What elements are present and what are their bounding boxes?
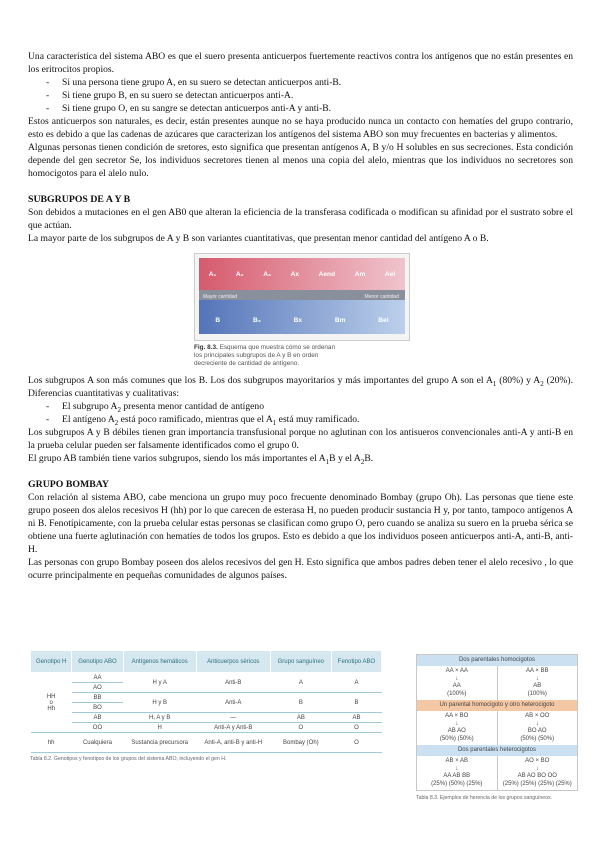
subgroup-label: Aend bbox=[318, 271, 336, 278]
differences-list bbox=[28, 400, 573, 426]
table-cell: AO bbox=[72, 683, 123, 693]
subgroups-paragraph-2: La mayor parte de los subgrupos de A y B son variantes cuantitativas, que presentan menor cantidad del antígeno A o B. bbox=[28, 233, 489, 244]
cross-cell: AA × AA ↓ AA (100%) bbox=[445, 668, 468, 697]
table-caption: Tabla 8.3. Ejemplos de herencia de los grupos sanguíneos. bbox=[416, 795, 553, 801]
table-cell: Anti-B bbox=[196, 673, 270, 693]
figure-caption-text: Esquema que muestra cómo se ordenan los principales subgrupos de A y B en orden decreciente de cantidad de antígeno. bbox=[194, 344, 336, 367]
subgroup-label: Ax bbox=[290, 271, 300, 278]
table-caption: Tabla 8.2. Genotipos y fenotipos de los grupos del sistema ABO, incluyendo el gen H. bbox=[30, 756, 227, 762]
table-cell: O bbox=[270, 723, 331, 733]
table-cell: B bbox=[331, 693, 381, 713]
document-body bbox=[28, 50, 573, 582]
section-row bbox=[417, 756, 577, 790]
table-cell: H y B bbox=[123, 693, 196, 713]
cross-cell: AA × BO ↓ AB AO (50%) (50%) bbox=[439, 713, 474, 742]
table-cell: Sustancia precursora bbox=[123, 733, 196, 753]
section-header: Dos parentales heterocigotos bbox=[417, 745, 577, 756]
table-cell: — bbox=[196, 713, 270, 723]
table-cell: H y A bbox=[123, 673, 196, 693]
table-header-row bbox=[31, 651, 382, 673]
table-cell: H, A y B bbox=[123, 713, 196, 723]
bombay-heading: GRUPO BOMBAY bbox=[28, 479, 110, 490]
less-quantity-label: Menor cantidad bbox=[364, 294, 399, 300]
list-item: - Si tiene grupo B, en su suero se detectan anticuerpos anti-A. bbox=[46, 89, 573, 102]
b-subgroup-labels bbox=[199, 314, 405, 327]
subgroup-label: A₃ bbox=[263, 271, 271, 278]
section-header: Dos parentales homocigotos bbox=[417, 655, 577, 666]
subgroups-paragraph-4: Los subgrupos A y B débiles tienen gran importancia transfusional porque no aglutinan con los antisueros convencionales anti-A y anti-B en la prueba celular pueden ser falsamente identificados como el grupo 0. bbox=[28, 427, 573, 451]
bombay-paragraph-1: Con relación al sistema ABO, cabe menciona un grupo muy poco frecuente denominado Bombay (grupo Oh). Las personas que tiene este grupo poseen dos alelos recesivos H (hh) por lo que carecen de esterasa H, no pueden producir sustancia H y, por tanto, tampoco antígenos A ni B. Fenotípicamente, con la prueba celular estas personas se clasifican como grupo O, pero cuando se analiza su suero en la prueba sérica se obtiene una fuerte aglutinación con hematíes de todos los grupos. Esto es debido a que los individuos poseen anticuerpos anti-A, anti-B, anti-H. bbox=[28, 492, 573, 555]
a-subgroup-labels bbox=[199, 268, 405, 281]
bombay-paragraph-2: Las personas con grupo Bombay poseen dos alelos recesivos del gen H. Esto significa que ambos padres deben tener el alelo recesivo , lo que ocurre principalmente en pequeñas comunidades de algunos países. bbox=[28, 557, 573, 581]
table-cell: AB bbox=[270, 713, 331, 723]
table-cell: Cualquiera bbox=[72, 733, 123, 753]
table-cell: A bbox=[331, 673, 381, 693]
subgroup-label: Bm bbox=[334, 317, 346, 324]
list-item: - Si una persona tiene grupo A, en su suero se detectan anticuerpos anti-B. bbox=[46, 76, 573, 89]
subgroups-paragraph-5: El grupo AB también tiene varios subgrupos, siendo los más importantes el $A_1B$ y el $A_2B$. bbox=[28, 453, 374, 466]
list-item: - Si tiene grupo O, en su sangre se detectan anticuerpos anti-A y anti-B. bbox=[46, 102, 573, 115]
subgroup-label: B₃ bbox=[252, 317, 261, 324]
subgroups-paragraph-3: Los subgrupos A son más comunes que los B. Los dos subgrupos mayoritarios y más importantes del grupo A son el $A_1$ (80%) y $A_2$ (20%). Diferencias cuantitativas y cualitativas: bbox=[28, 375, 573, 399]
table-cell: BO bbox=[72, 703, 123, 713]
table-row bbox=[31, 693, 382, 703]
subgroups-paragraph-1: Son debidos a mutaciones en el gen AB0 que alteran la eficiencia de la transferasa codificada o modifican su afinidad por el sustrato sobre el que actúan. bbox=[28, 207, 573, 231]
table-cell: OO bbox=[72, 723, 123, 733]
section-row bbox=[417, 711, 577, 745]
table-cell: Anti-A y Anti-B bbox=[196, 723, 270, 733]
subgroup-label: Bel bbox=[378, 317, 389, 324]
figure-caption bbox=[194, 344, 344, 368]
figure-8-3 bbox=[194, 253, 420, 368]
subgroup-label: Ael bbox=[384, 271, 396, 278]
figure-number: Fig. 8.3. bbox=[194, 344, 218, 351]
table-cell: O bbox=[331, 723, 381, 733]
intro-paragraph-2: Estos anticuerpos son naturales, es decir, están presentes aunque no se haya producido nunca un contacto con hematíes del grupo contrario, esto es debido a que las cadenas de azúcares que caracterizan los antígenos del sistema ABO son muy frecuentes en bacterias y alimentos. bbox=[28, 116, 573, 140]
table-cell: B bbox=[270, 693, 331, 713]
table-cell: BB bbox=[72, 693, 123, 703]
cross-cell: AO × BO ↓ AB AO BO OO (25%) (25%) (25%) (25%) bbox=[497, 756, 578, 790]
table-cell: hh bbox=[31, 733, 72, 753]
table-cell: A bbox=[270, 673, 331, 693]
column-header: Fenotipo ABO bbox=[331, 651, 381, 673]
table-cell: AB bbox=[331, 713, 381, 723]
table-cell: O bbox=[331, 733, 381, 753]
column-header: Antígenos hemáticos bbox=[123, 651, 196, 673]
inheritance-table bbox=[416, 654, 578, 791]
cross-cell: AB × AB ↓ AA AB BB (25%) (50%) (25%) bbox=[431, 758, 483, 787]
list-item: - El antígeno $A_2$ está poco ramificado, mientras que el $A_1$ está muy ramificado. bbox=[46, 413, 573, 426]
subgroup-label: A₂ bbox=[235, 271, 244, 278]
cross-cell: AB × OO ↓ BO AO (50%) (50%) bbox=[497, 711, 578, 745]
subgroup-label: A₁ bbox=[208, 271, 217, 278]
intro-paragraph-3: Algunas personas tienen condición de sretores, esto significa que presentan antígenos A, B y/o H solubles en sus secreciones. Esta condición depende del gen secretor Se, los individuos secretores tienen al menos una copia del alelo, mientras que los individuos no secretores son homocigotos para el alelo nulo. bbox=[28, 142, 573, 179]
section-header: Un parental homocigoto y otro heterocigoto bbox=[417, 700, 577, 711]
genotype-table bbox=[30, 650, 382, 753]
table-row bbox=[31, 723, 382, 733]
table-cell: Bombay (Oh) bbox=[270, 733, 331, 753]
section-row bbox=[417, 666, 577, 700]
table-cell: Anti-A bbox=[196, 693, 270, 713]
subgroup-label: B bbox=[215, 317, 221, 324]
column-header: Grupo sanguíneo bbox=[270, 651, 331, 673]
column-header: Anticuerpos séricos bbox=[196, 651, 270, 673]
table-row bbox=[31, 733, 382, 753]
more-quantity-label: Mayor cantidad bbox=[203, 294, 238, 300]
table-cell: Anti-A, anti-B y anti-H bbox=[196, 733, 270, 753]
subgroups-heading: SUBGRUPOS DE A Y B bbox=[28, 194, 131, 205]
table-cell: HH o Hh bbox=[31, 673, 72, 733]
subgroup-diagram bbox=[194, 253, 410, 341]
list-item: - El subgrupo $A_2$ presenta menor cantidad de antígeno bbox=[46, 400, 573, 413]
antibody-list bbox=[28, 76, 573, 115]
cross-cell: AA × BB ↓ AB (100%) bbox=[497, 666, 578, 700]
intro-paragraph-1: Una característica del sistema ABO es que el suero presenta anticuerpos fuertemente reactivos contra los antígenos que no están presentes en los eritrocitos propios. bbox=[28, 51, 573, 75]
subgroup-label: Bx bbox=[293, 317, 303, 324]
table-8-2 bbox=[30, 650, 382, 762]
table-row bbox=[31, 673, 382, 683]
column-header: Genotipo H bbox=[31, 651, 72, 673]
table-cell: AB bbox=[72, 713, 123, 723]
column-header: Genotipo ABO bbox=[72, 651, 123, 673]
table-cell: AA bbox=[72, 673, 123, 683]
table-row bbox=[31, 713, 382, 723]
table-cell: H bbox=[123, 723, 196, 733]
subgroup-label: Am bbox=[354, 271, 366, 278]
table-8-3 bbox=[416, 654, 578, 801]
